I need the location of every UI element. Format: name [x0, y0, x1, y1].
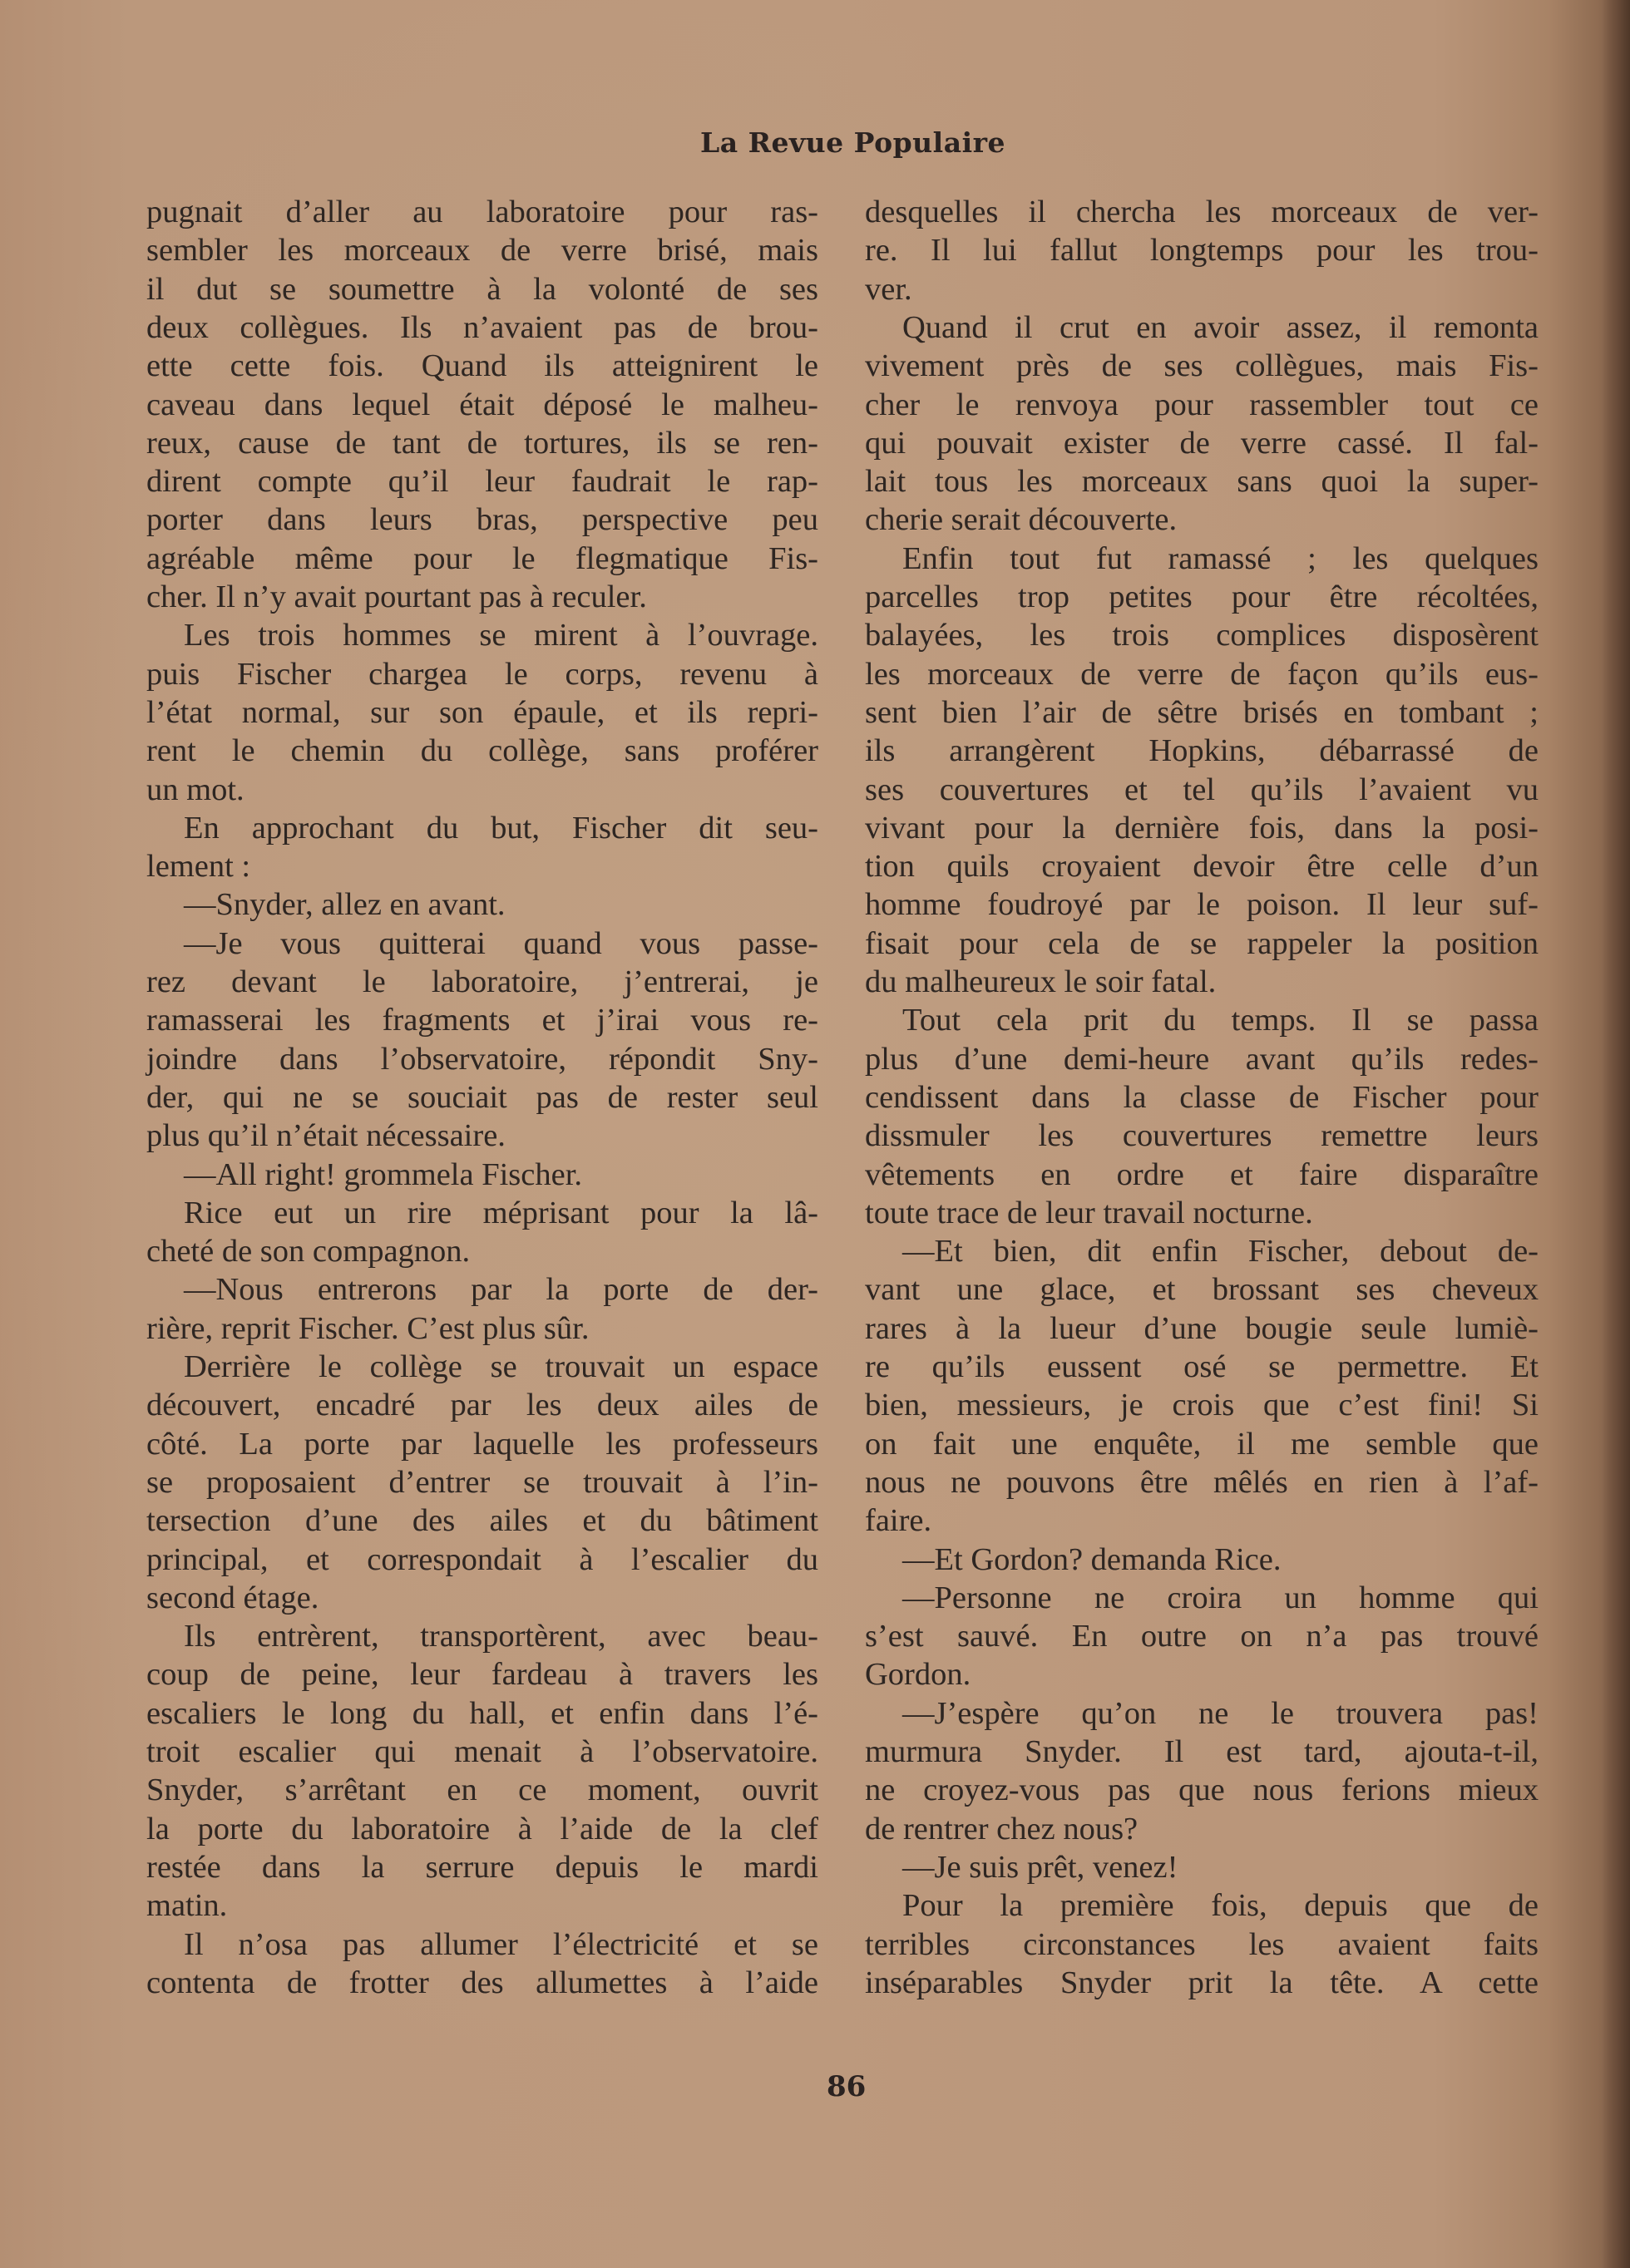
text-line: Derrière le collège se trouvait un espace — [184, 1349, 818, 1384]
text-line: desquelles il chercha les morceaux de ver- — [865, 195, 1539, 229]
text-line: lait tous les morceaux sans quoi la super- — [865, 464, 1539, 500]
text-line: plus qu’il n’était nécessaire. — [146, 1118, 506, 1154]
text-line: agréable même pour le flegmatique Fis- — [146, 540, 818, 576]
text-line: l’état normal, sur son épaule, et ils repri- — [146, 694, 818, 730]
text-line: ramasserai les fragments et j’irai vous re- — [146, 1003, 818, 1038]
text-line: vant une glace, et brossant ses cheveux — [865, 1272, 1539, 1308]
text-line: il dut se soumettre à la volonté de ses — [146, 271, 818, 307]
text-line: —Personne ne croira un homme qui — [902, 1580, 1539, 1615]
text-line: vivement près de ses collègues, mais Fis- — [865, 348, 1539, 384]
text-line: Les trois hommes se mirent à l’ouvrage. — [184, 618, 818, 653]
running-header: La Revue Populaire — [700, 126, 1005, 159]
text-line: rière, reprit Fischer. C’est plus sûr. — [146, 1310, 590, 1346]
text-line: murmura Snyder. Il est tard, ajouta-t-il, — [865, 1734, 1539, 1769]
text-line: lement : — [146, 849, 251, 885]
text-line: coup de peine, leur fardeau à travers les — [146, 1657, 818, 1693]
text-line: sent bien l’air de sêtre brisés en tombant ; — [865, 694, 1539, 730]
text-line: escaliers le long du hall, et enfin dans l’é- — [146, 1695, 818, 1731]
text-line: la porte du laboratoire à l’aide de la clef — [146, 1811, 818, 1846]
text-line: ils arrangèrent Hopkins, débarrassé de — [865, 733, 1539, 769]
text-line: découvert, encadré par les deux ailes de — [146, 1388, 818, 1423]
text-line: Gordon. — [865, 1657, 971, 1693]
text-line: cherie serait découverte. — [865, 502, 1178, 538]
text-line: ne croyez-vous pas que nous ferions mieux — [865, 1772, 1539, 1808]
text-line: Pour la première fois, depuis que de — [902, 1888, 1539, 1924]
text-line: Tout cela prit du temps. Il se passa — [902, 1003, 1539, 1038]
text-line: restée dans la serrure depuis le mardi — [146, 1849, 818, 1885]
page-number: 86 — [827, 2070, 867, 2103]
text-line: parcelles trop petites pour être récoltées, — [865, 579, 1539, 614]
text-line: nous ne pouvons être mêlés en rien à l’af- — [865, 1464, 1539, 1500]
text-line: —J’espère qu’on ne le trouvera pas! — [902, 1695, 1539, 1731]
text-line: contenta de frotter des allumettes à l’aide — [146, 1965, 818, 2000]
text-line: du malheureux le soir fatal. — [865, 964, 1217, 999]
text-line: Ils entrèrent, transportèrent, avec beau- — [184, 1619, 818, 1654]
text-line: —Et Gordon? demanda Rice. — [902, 1541, 1282, 1577]
text-line: inséparables Snyder prit la tête. A cette — [865, 1965, 1539, 2000]
text-line: toute trace de leur travail nocturne. — [865, 1195, 1313, 1230]
text-line: rares à la lueur d’une bougie seule lumiè- — [865, 1310, 1539, 1346]
text-line: matin. — [146, 1888, 228, 1924]
text-line: Il n’osa pas allumer l’électricité et se — [184, 1926, 818, 1962]
text-line: sembler les morceaux de verre brisé, mais — [146, 233, 818, 269]
text-line: Enfin tout fut ramassé ; les quelques — [902, 540, 1539, 576]
text-line: dirent compte qu’il leur faudrait le rap- — [146, 464, 818, 500]
text-line: cheté de son compagnon. — [146, 1234, 471, 1270]
text-line: bien, messieurs, je crois que c’est fini! Si — [865, 1388, 1539, 1423]
text-line: troit escalier qui menait à l’observatoire. — [146, 1734, 818, 1769]
text-line: Rice eut un rire méprisant pour la lâ- — [184, 1195, 818, 1230]
text-line: vêtements en ordre et faire disparaître — [865, 1156, 1539, 1192]
text-line: Quand il crut en avoir assez, il remonta — [902, 309, 1539, 345]
page-spine-shadow — [1602, 0, 1630, 2268]
text-line: faire. — [865, 1503, 932, 1539]
text-line: —Snyder, allez en avant. — [184, 887, 506, 923]
text-line: pugnait d’aller au laboratoire pour ras- — [146, 195, 818, 229]
text-line: puis Fischer chargea le corps, revenu à — [146, 656, 818, 692]
text-line: Snyder, s’arrêtant en ce moment, ouvrit — [146, 1772, 818, 1808]
text-line: terribles circonstances les avaient faits — [865, 1926, 1539, 1962]
text-line: homme foudroyé par le poison. Il leur suf- — [865, 887, 1539, 923]
text-line: reux, cause de tant de tortures, ils se ren- — [146, 425, 818, 461]
text-line: —Je suis prêt, venez! — [902, 1849, 1178, 1885]
text-line: re qu’ils eussent osé se permettre. Et — [865, 1349, 1539, 1384]
text-line: joindre dans l’observatoire, répondit Sny- — [146, 1041, 818, 1077]
text-line: second étage. — [146, 1580, 319, 1615]
text-line: rent le chemin du collège, sans proférer — [146, 733, 818, 769]
text-line: re. Il lui fallut longtemps pour les trou- — [865, 233, 1539, 269]
text-line: ver. — [865, 271, 912, 307]
text-line: dissmuler les couvertures remettre leurs — [865, 1118, 1539, 1154]
text-line: der, qui ne se souciait pas de rester seul — [146, 1079, 818, 1115]
text-line: caveau dans lequel était déposé le malheu- — [146, 387, 818, 422]
text-line: on fait une enquête, il me semble que — [865, 1426, 1539, 1462]
text-line: se proposaient d’entrer se trouvait à l’in- — [146, 1464, 818, 1500]
text-line: vivant pour la dernière fois, dans la posi- — [865, 810, 1539, 846]
text-line: ette cette fois. Quand ils atteignirent le — [146, 348, 818, 384]
text-line: rez devant le laboratoire, j’entrerai, je — [146, 964, 818, 999]
text-line: fisait pour cela de se rappeler la position — [865, 925, 1539, 961]
text-line: ses couvertures et tel qu’ils l’avaient vu — [865, 772, 1539, 807]
text-line: principal, et correspondait à l’escalier du — [146, 1541, 818, 1577]
text-line: tion quils croyaient devoir être celle d’un — [865, 849, 1539, 885]
text-line: deux collègues. Ils n’avaient pas de brou- — [146, 309, 818, 345]
text-line: —Je vous quitterai quand vous passe- — [184, 925, 818, 961]
text-line: qui pouvait exister de verre cassé. Il fal- — [865, 425, 1539, 461]
text-line: les morceaux de verre de façon qu’ils eus- — [865, 656, 1539, 692]
text-line: cher. Il n’y avait pourtant pas à reculer. — [146, 579, 647, 614]
text-line: —Nous entrerons par la porte de der- — [184, 1272, 818, 1308]
text-line: —All right! grommela Fischer. — [184, 1156, 583, 1192]
text-line: un mot. — [146, 772, 244, 807]
text-line: de rentrer chez nous? — [865, 1811, 1139, 1846]
text-line: côté. La porte par laquelle les professeurs — [146, 1426, 818, 1462]
text-line: plus d’une demi-heure avant qu’ils redes- — [865, 1041, 1539, 1077]
text-line: cher le renvoya pour rassembler tout ce — [865, 387, 1539, 422]
text-line: tersection d’une des ailes et du bâtiment — [146, 1503, 818, 1539]
text-line: En approchant du but, Fischer dit seu- — [184, 810, 818, 846]
text-line: balayées, les trois complices disposèrent — [865, 618, 1539, 653]
text-line: s’est sauvé. En outre on n’a pas trouvé — [865, 1619, 1539, 1654]
text-line: cendissent dans la classe de Fischer pour — [865, 1079, 1539, 1115]
text-line: porter dans leurs bras, perspective peu — [146, 502, 818, 538]
text-line: —Et bien, dit enfin Fischer, debout de- — [902, 1234, 1539, 1270]
